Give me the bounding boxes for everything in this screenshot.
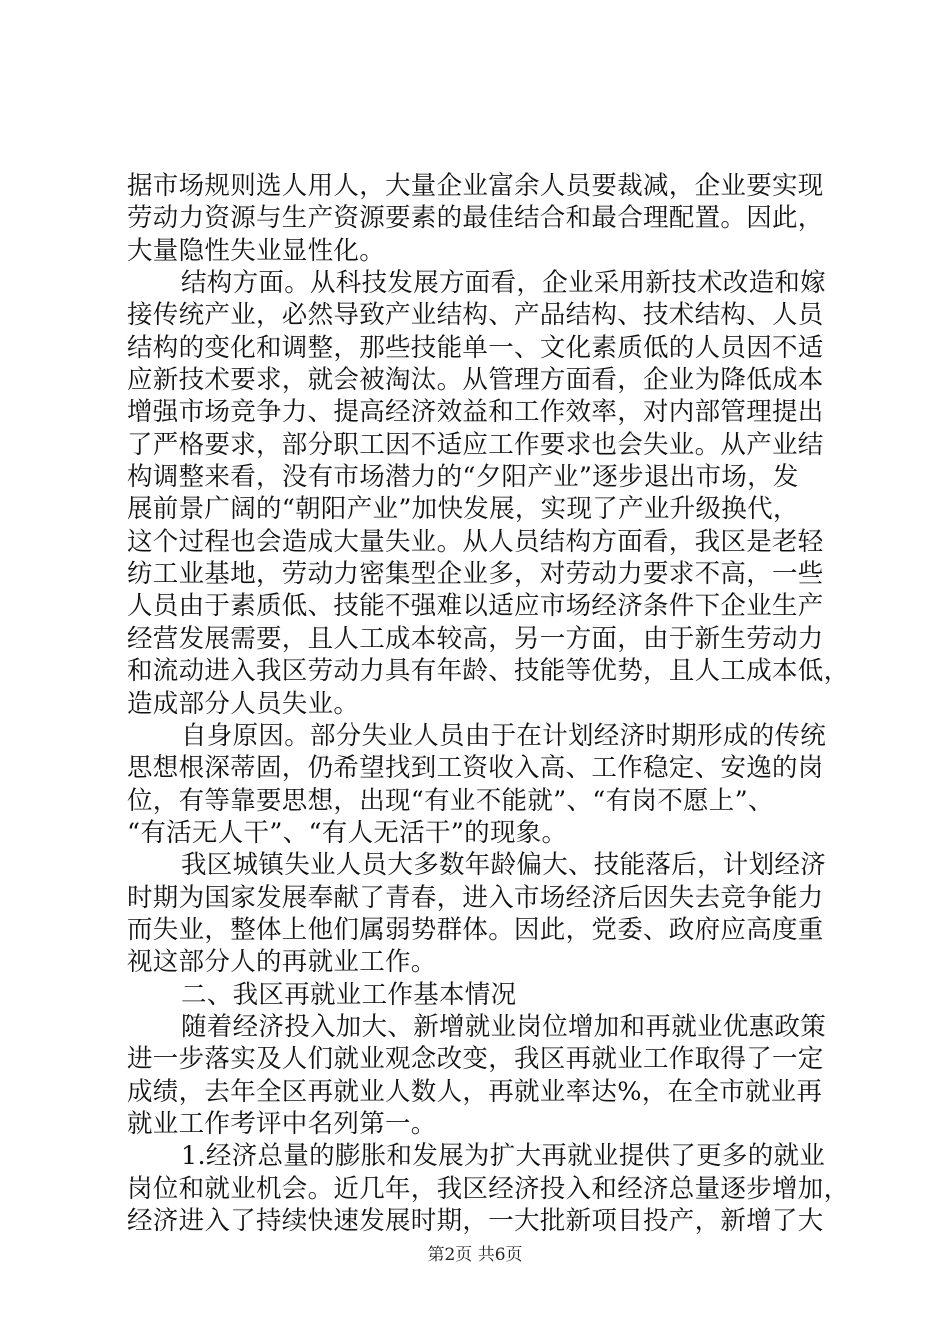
text-line: 位，有等靠要思想，出现“有业不能就”、“有岗不愿上”、 <box>127 785 774 816</box>
text-line: 应新技术要求，就会被淘汰。从管理方面看，企业为降低成本 <box>127 365 824 396</box>
text-line: 造成部分人员失业。 <box>127 688 360 719</box>
text-line: 二、我区再就业工作基本情况 <box>181 979 517 1010</box>
text-line: 时期为国家发展奉献了青春，进入市场经济后因失去竞争能力 <box>127 882 824 913</box>
text-line: 了严格要求，部分职工因不适应工作要求也会失业。从产业结 <box>127 429 824 460</box>
text-line: 成绩，去年全区再就业人数人，再就业率达%，在全市就业再 <box>127 1076 823 1107</box>
text-line: 接传统产业，必然导致产业结构、产品结构、技术结构、人员 <box>127 300 824 331</box>
text-line: 增强市场竞争力、提高经济效益和工作效率，对内部管理提出 <box>127 397 824 428</box>
text-line: 大量隐性失业显性化。 <box>127 235 386 266</box>
text-line: 进一步落实及人们就业观念改变，我区再就业工作取得了一定 <box>127 1044 824 1075</box>
text-line: 据市场规则选人用人，大量企业富余人员要裁减，企业要实现 <box>127 171 824 201</box>
page-footer: 第2页 共6页 <box>427 1245 523 1265</box>
text-line: 自身原因。部分失业人员由于在计划经济时期形成的传统 <box>181 720 827 751</box>
text-line: 岗位和就业机会。近几年，我区经济投入和经济总量逐步增加， <box>127 1173 850 1204</box>
text-line: 经营发展需要，且人工成本较高，另一方面，由于新生劳动力 <box>127 623 824 654</box>
text-line: 经济进入了持续快速发展时期，一大批新项目投产，新增了大 <box>127 1206 824 1236</box>
text-line: “有活无人干”、“有人无活干”的现象。 <box>127 817 568 848</box>
text-line: 这个过程也会造成大量失业。从人员结构方面看，我区是老轻 <box>127 526 824 557</box>
text-line: 纺工业基地，劳动力密集型企业多，对劳动力要求不高，一些 <box>127 559 824 590</box>
text-line: 结构方面。从科技发展方面看，企业采用新技术改造和嫁 <box>181 268 827 299</box>
text-line: 随着经济投入加大、新增就业岗位增加和再就业优惠政策 <box>181 1011 827 1042</box>
text-line: 劳动力资源与生产资源要素的最佳结合和最合理配置。因此， <box>127 203 824 234</box>
text-line: 展前景广阔的“朝阳产业”加快发展，实现了产业升级换代， <box>127 494 799 525</box>
text-line: 思想根深蒂固，仍希望找到工资收入高、工作稳定、安逸的岗 <box>127 753 824 784</box>
text-line: 和流动进入我区劳动力具有年龄、技能等优势，且人工成本低， <box>127 656 850 687</box>
text-line: 人员由于素质低、技能不强难以适应市场经济条件下企业生产 <box>127 591 824 622</box>
text-line: 就业工作考评中名列第一。 <box>127 1108 437 1139</box>
text-line: 结构的变化和调整，那些技能单一、文化素质低的人员因不适 <box>127 332 824 363</box>
text-line: 1.经济总量的膨胀和发展为扩大再就业提供了更多的就业 <box>181 1141 826 1172</box>
text-line: 我区城镇失业人员大多数年龄偏大、技能落后，计划经济 <box>181 850 827 881</box>
text-line: 而失业，整体上他们属弱势群体。因此，党委、政府应高度重 <box>127 914 824 945</box>
document-body <box>127 170 850 1237</box>
text-line: 构调整来看，没有市场潜力的“夕阳产业”逐步退出市场，发 <box>127 462 799 493</box>
text-line: 视这部分人的再就业工作。 <box>127 947 437 978</box>
